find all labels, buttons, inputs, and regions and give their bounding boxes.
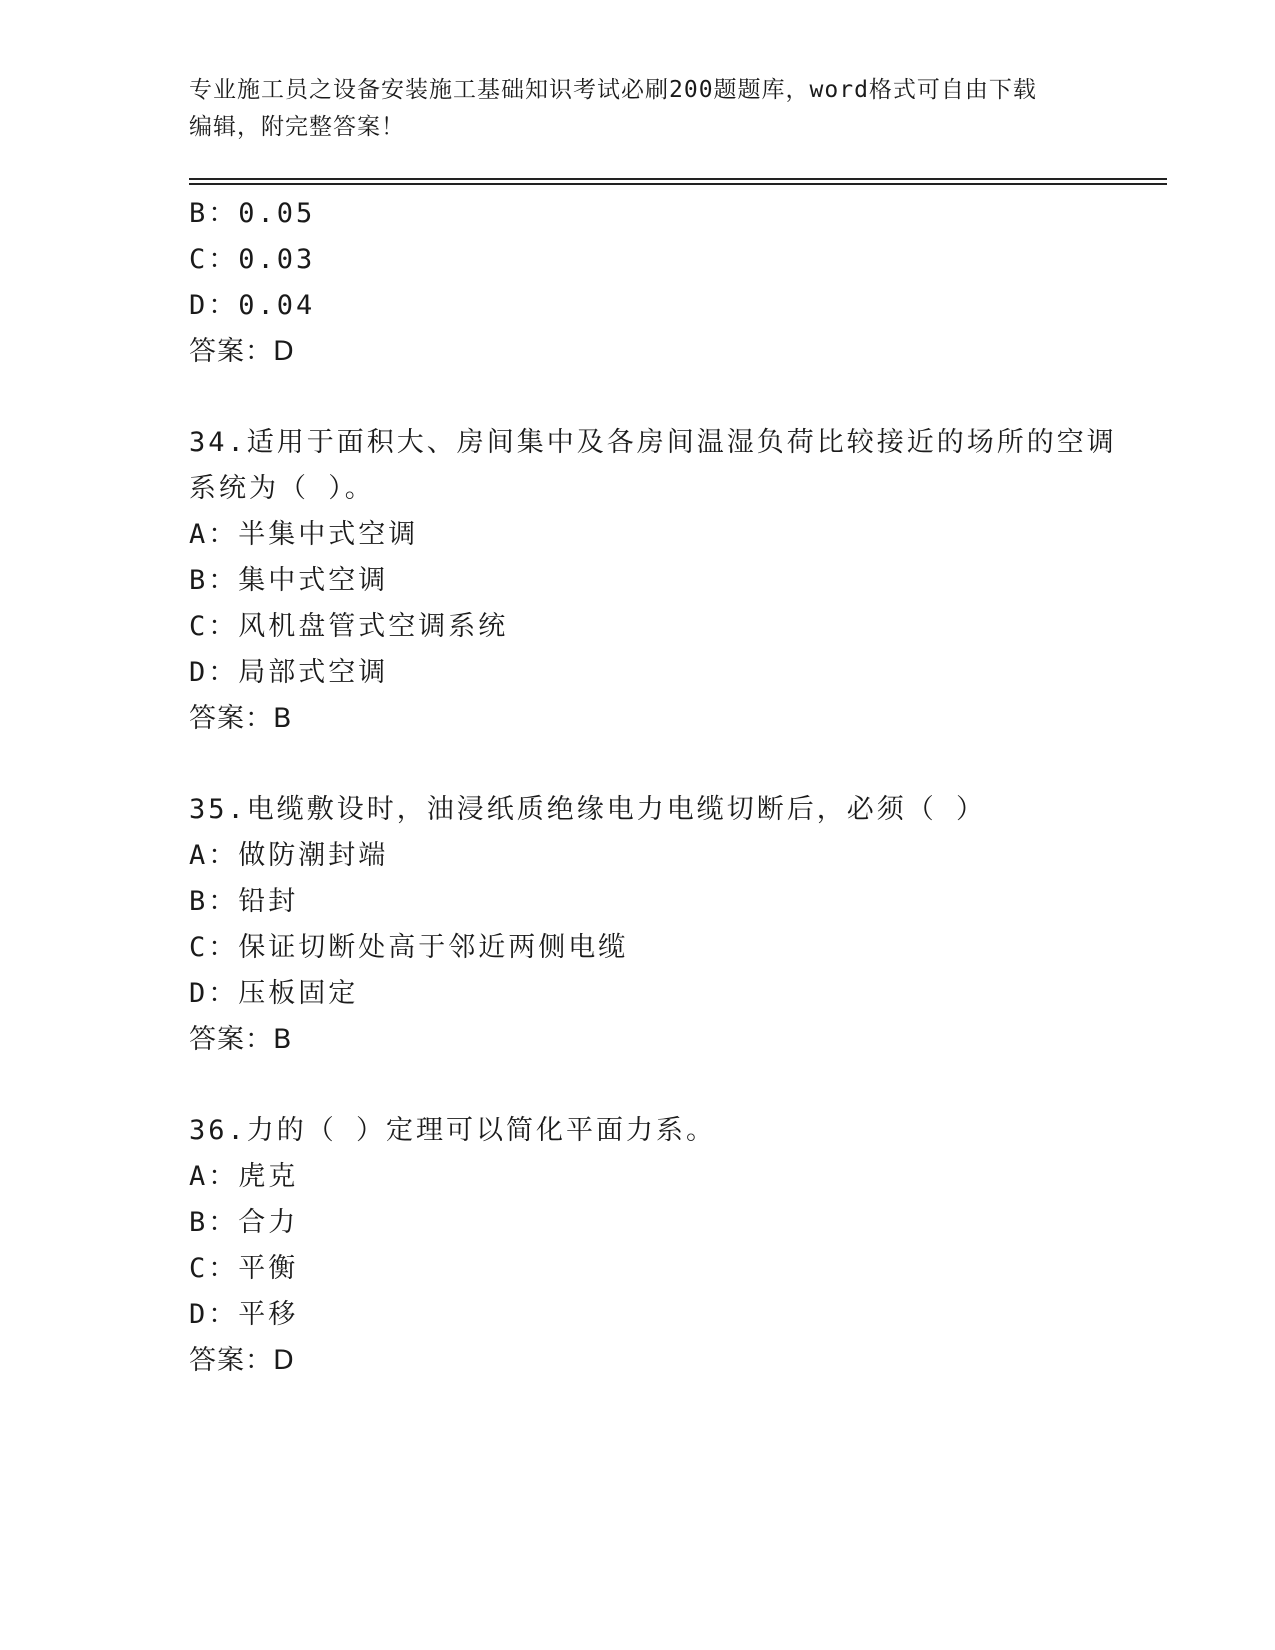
header-line-2: 编辑，附完整答案！ <box>189 114 405 140</box>
option-d: D：压板固定 <box>189 978 359 1009</box>
answer-line: 答案：D <box>189 1345 295 1376</box>
answer-line: 答案：B <box>189 703 293 734</box>
option-b: B：0.05 <box>189 198 316 229</box>
option-c: C：风机盘管式空调系统 <box>189 611 509 642</box>
answer-line: 答案：D <box>189 336 295 367</box>
question-stem: 34.适用于面积大、房间集中及各房间温湿负荷比较接近的场所的空调 <box>189 427 1117 458</box>
option-d: D：局部式空调 <box>189 657 389 688</box>
option-d: D：0.04 <box>189 290 316 321</box>
question-list <box>189 191 1117 1384</box>
header-divider-top <box>189 178 1167 180</box>
question-stem-continued: 系统为（ ）。 <box>189 473 375 504</box>
option-c: C：保证切断处高于邻近两侧电缆 <box>189 932 629 963</box>
option-b: B：集中式空调 <box>189 565 389 596</box>
option-a: A：虎克 <box>189 1161 299 1192</box>
question-35 <box>189 787 1089 1063</box>
question-34 <box>189 420 1117 742</box>
question-36 <box>189 1108 1089 1384</box>
option-c: C：0.03 <box>189 244 316 275</box>
option-d: D：平移 <box>189 1299 299 1330</box>
option-a: A：半集中式空调 <box>189 519 419 550</box>
header-divider-bottom <box>189 183 1167 185</box>
option-b: B：铅封 <box>189 886 299 917</box>
option-b: B：合力 <box>189 1207 299 1238</box>
question-33-continued <box>189 191 1089 375</box>
document-header <box>189 72 1089 146</box>
question-stem: 36.力的（ ）定理可以简化平面力系。 <box>189 1115 717 1146</box>
answer-line: 答案：B <box>189 1024 293 1055</box>
question-stem: 35.电缆敷设时，油浸纸质绝缘电力电缆切断后，必须（ ） <box>189 794 987 825</box>
header-line-1: 专业施工员之设备安装施工基础知识考试必刷200题题库，word格式可自由下载 <box>189 77 1037 103</box>
option-a: A：做防潮封端 <box>189 840 389 871</box>
option-c: C：平衡 <box>189 1253 299 1284</box>
